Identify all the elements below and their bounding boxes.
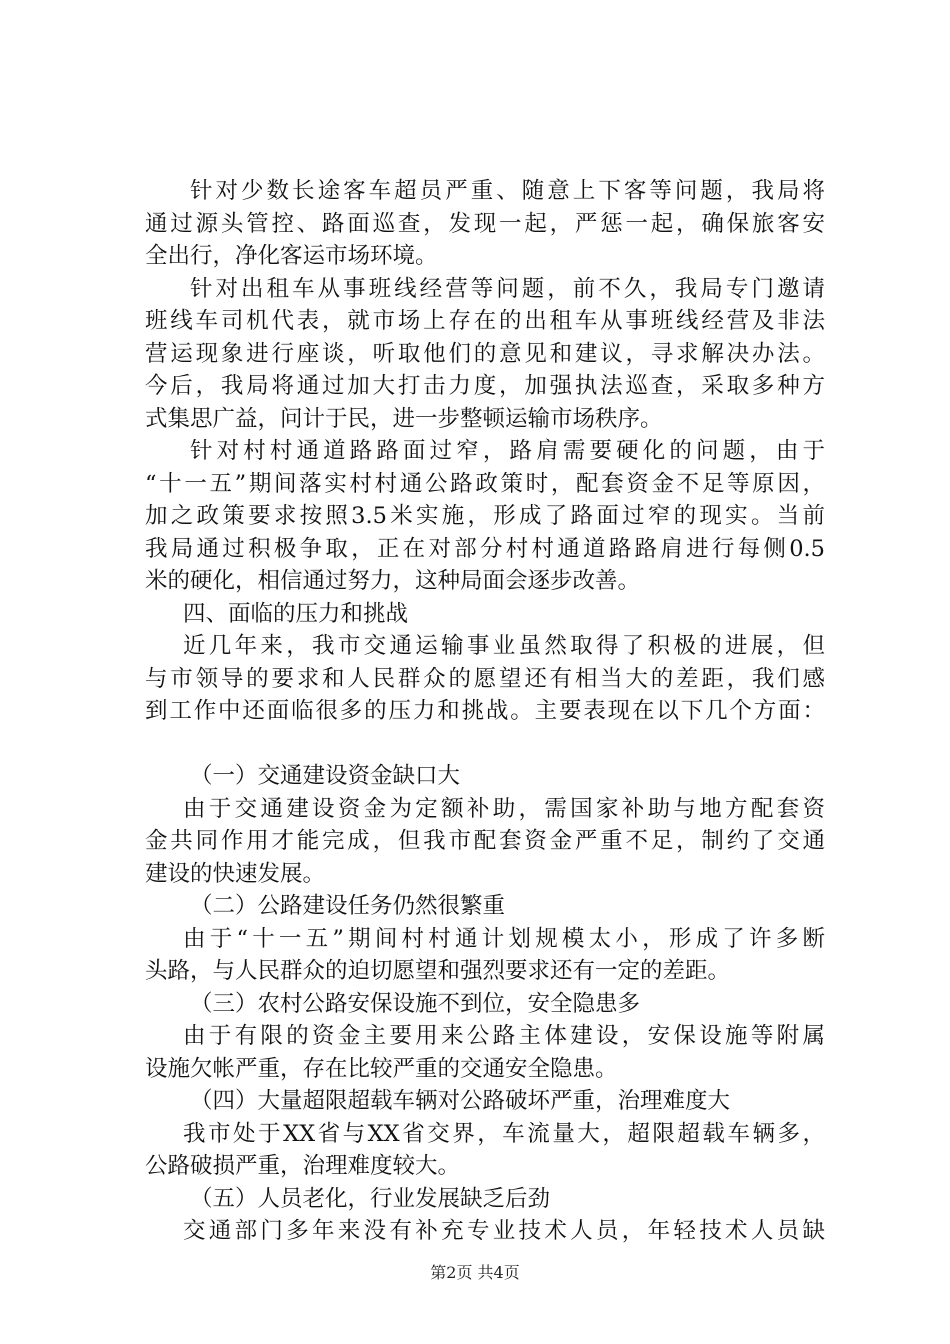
paragraph-line: 针对少数长途客车超员严重、随意上下客等问题，我局将 bbox=[190, 178, 825, 204]
paragraph-line: 今后，我局将通过加大打击力度，加强执法巡查，采取多种方 bbox=[145, 373, 825, 399]
paragraph-line: 我局通过积极争取，正在对部分村村通道路路肩进行每侧0.5 bbox=[145, 535, 825, 562]
paragraph-line: “十一五”期间落实村村通公路政策时，配套资金不足等原因， bbox=[145, 470, 825, 497]
paragraph-line: 由于交通建设资金为定额补助，需国家补助与地方配套资 bbox=[183, 795, 825, 822]
paragraph-line: 针对村村通道路路面过窄，路肩需要硬化的问题，由于 bbox=[190, 438, 825, 464]
paragraph-line: 班线车司机代表，就市场上存在的出租车从事班线经营及非法 bbox=[145, 308, 825, 334]
subsection-heading: （三）农村公路安保设施不到位，安全隐患多 bbox=[190, 990, 641, 1017]
paragraph-line: 头路，与人民群众的迫切愿望和强烈要求还有一定的差距。 bbox=[145, 958, 731, 984]
subsection-heading: （一）交通建设资金缺口大 bbox=[190, 763, 461, 789]
paragraph-line: 式集思广益，问计于民，进一步整顿运输市场秩序。 bbox=[145, 405, 663, 432]
paragraph-line: 由于“十一五”期间村村通计划规模太小，形成了许多断 bbox=[183, 925, 825, 952]
paragraph-line: 设施欠帐严重，存在比较严重的交通安全隐患。 bbox=[145, 1055, 618, 1082]
page-number-footer: 第2页 共4页 bbox=[430, 1263, 520, 1282]
paragraph-line: 通过源头管控、路面巡查，发现一起，严惩一起，确保旅客安 bbox=[145, 210, 825, 237]
paragraph-line: 米的硬化，相信通过努力，这种局面会逐步改善。 bbox=[145, 568, 641, 594]
blank-line bbox=[145, 728, 825, 761]
paragraph-line: 金共同作用才能完成，但我市配套资金严重不足，制约了交通 bbox=[145, 828, 825, 854]
paragraph-line: 营运现象进行座谈，听取他们的意见和建议，寻求解决办法。 bbox=[145, 340, 825, 367]
subsection-heading: （二）公路建设任务仍然很繁重 bbox=[190, 893, 506, 919]
paragraph-line: 到工作中还面临很多的压力和挑战。主要表现在以下几个方面： bbox=[145, 698, 825, 724]
section-heading: 四、面临的压力和挑战 bbox=[183, 600, 409, 627]
paragraph-line: 交通部门多年来没有补充专业技术人员，年轻技术人员缺 bbox=[183, 1218, 825, 1244]
paragraph-line: 建设的快速发展。 bbox=[145, 860, 326, 887]
paragraph-line: 我市处于XX省与XX省交界，车流量大，超限超载车辆多， bbox=[183, 1120, 825, 1147]
subsection-heading: （四）大量超限超载车辆对公路破坏严重，治理难度大 bbox=[190, 1088, 731, 1114]
paragraph-line: 由于有限的资金主要用来公路主体建设，安保设施等附属 bbox=[183, 1023, 825, 1049]
paragraph-line: 加之政策要求按照3.5米实施，形成了路面过窄的现实。当前 bbox=[145, 503, 825, 529]
document-body bbox=[145, 175, 825, 1248]
paragraph-line: 近几年来，我市交通运输事业虽然取得了积极的进展，但 bbox=[183, 633, 825, 659]
paragraph-line: 针对出租车从事班线经营等问题，前不久，我局专门邀请 bbox=[190, 275, 825, 302]
paragraph-line: 公路破损严重，治理难度较大。 bbox=[145, 1153, 461, 1179]
paragraph-line: 全出行，净化客运市场环境。 bbox=[145, 243, 438, 269]
subsection-heading: （五）人员老化，行业发展缺乏后劲 bbox=[190, 1185, 551, 1212]
paragraph-line: 与市领导的要求和人民群众的愿望还有相当大的差距，我们感 bbox=[145, 665, 825, 692]
